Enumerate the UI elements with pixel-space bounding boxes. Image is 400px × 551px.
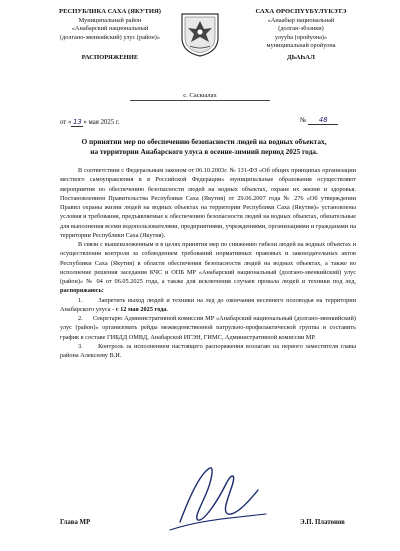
date-prefix: от «	[60, 119, 72, 126]
title-line-1: О принятии мер по обеспечению безопасности людей на водных объектах,	[81, 137, 327, 146]
paragraph-decision	[60, 240, 356, 296]
republic-name-sakha: САХА ӨРӨСПҮҮБҮЛҮКЭТЭ	[255, 8, 347, 15]
paragraph-legal-basis: В соответствии с Федеральным законом от 06.10.2003г. № 131-ФЗ «Об общих принципах организации местного самоуправления в в Российской Федерации» муниципальные образования осуществляют мероприятия по обеспечению безопасности людей на водных объектах, охране их жизни и здоровья. Постановлением Правительства Республики Саха (Якутия) от 29.06.2007 года № 276 «Об утверждении Правил охраны жизни людей на водных объектах на территории Республики Саха (Якутия)» установлены условия и требования, предъявляемые к обеспечению безопасности людей на водных объектах, обязательные для выполнения всеми водопользователями, предприятиями, учреждениями, организациями и гражданами на территории Республики Саха (Якутия).	[60, 167, 356, 239]
signer-name: Э.П. Платонов	[300, 519, 345, 526]
document-body	[60, 166, 356, 360]
order-item-2: 2. Секретарю Административной комиссии МР «Анабарский национальный (долгано-эвенкийский) улус (район)» организовать рейды межведомственной патрульно-профилактической группы и составить график в составе ГИБДД ОМВД, Анабарской ИГЭН, ГИМС, Административной комиссии МР.	[60, 315, 356, 341]
doc-type-sakha: ДЬАҺАЛ	[287, 53, 315, 61]
republic-name: РЕСПУБЛИКА САХА (ЯКУТИЯ)	[59, 8, 161, 15]
coat-of-arms-emblem	[178, 10, 222, 58]
date-day: 13	[73, 118, 82, 126]
place-of-issue: с. Саскылах	[183, 92, 217, 99]
order-item-1	[60, 296, 356, 315]
doc-type-ru: РАСПОРЯЖЕНИЕ	[81, 54, 139, 62]
document-date	[60, 118, 120, 127]
district-sakha-line-4: муниципальнай оройуона	[266, 42, 336, 50]
item1-date: с 12 мая 2025 года	[115, 305, 167, 313]
district-sakha-line-2: (долган-эбээнки)	[278, 25, 324, 33]
district-line-3: (долгано-эвенкийский) улус (район)»	[59, 33, 161, 41]
district-sakha-line-1: «Анаабыр национальнай	[267, 16, 335, 24]
document-title	[48, 137, 360, 157]
order-item-3: 3. Контроль за исполнением настоящего распоряжения возлагаю на первого заместителя главы района Алексееву В.И.	[60, 342, 356, 359]
item1-end: .	[166, 305, 169, 313]
item1-text: 1. Запретить выход людей и техники на лед до окончания весеннего половодья на территории Анабарского улуса -	[60, 296, 356, 313]
signer-position: Глава МР	[60, 519, 91, 526]
place-divider	[130, 100, 270, 101]
district-line-2: «Анабарский национальный	[71, 25, 149, 33]
decision-keyword: распоряжаюсь:	[60, 287, 104, 295]
number-value: 48	[308, 116, 338, 125]
header-right	[226, 8, 376, 63]
date-suffix: » мая 2025 г.	[83, 119, 120, 126]
district-line-1: Муниципальный район	[78, 16, 142, 24]
district-sakha-line-3: улууһа (оройуона)»	[274, 33, 328, 41]
number-sign: №	[300, 117, 307, 124]
header-left	[35, 8, 185, 63]
handwritten-signature	[140, 460, 280, 540]
decision-text: В связи с вышеизложенным и в целях принятия мер по снижению гибели людей на водных объектах и осуществления контроля за соблюдением требований нормативных правовых и законодательных актов Республики Саха (Якутия) в области обеспечения безопасности людей на водных объектах, а также во исполнение решения заседания КЧС и ОПБ МР «Анабарский национальный (долгано-эвенкийский) улус (район)» № 04 от 06.05.2025 года, а также для исключения случаев провала людей и техники под лед,	[60, 241, 356, 285]
title-line-2: на территории Анабарского улуса в осенне-зимний период 2025 года.	[90, 147, 318, 157]
document-number	[300, 116, 338, 125]
